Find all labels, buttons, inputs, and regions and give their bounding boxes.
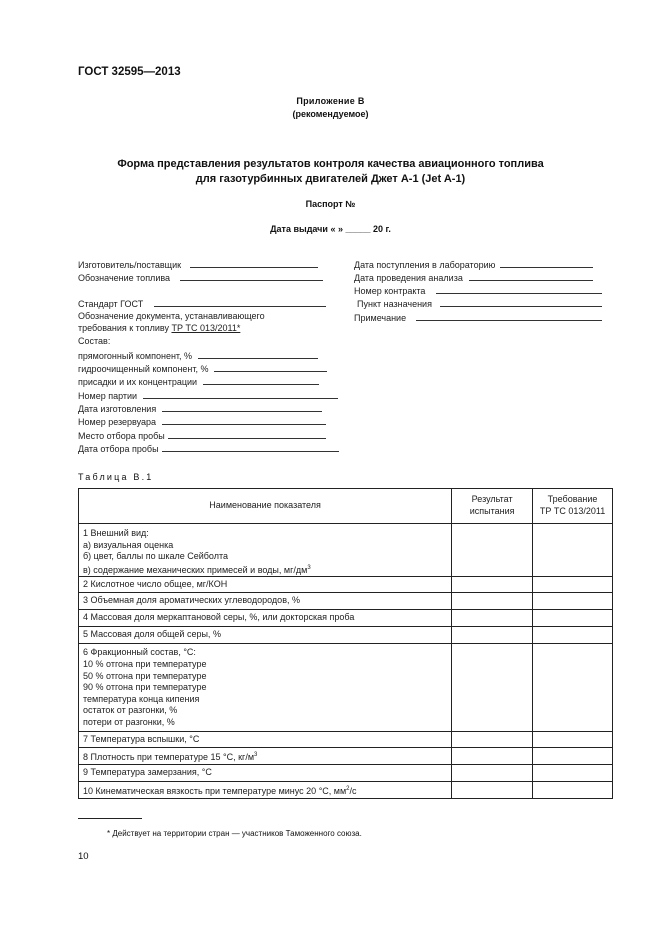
indicator-cell (79, 627, 452, 644)
indicator-line: температура конца кипения (83, 693, 200, 704)
table-row (79, 627, 613, 644)
indicator-line: 4 Массовая доля меркаптановой серы, %, или докторская проба (83, 612, 355, 623)
field-destination[interactable] (357, 297, 602, 309)
field-straight-run[interactable] (78, 349, 318, 361)
field-straight-run-line[interactable] (198, 349, 318, 359)
table-row (79, 764, 613, 781)
field-fuel-designation-label: Обозначение топлива (78, 273, 171, 283)
field-sample-date-label: Дата отбора пробы (78, 444, 159, 454)
field-analysis-date-label: Дата проведения анализа (354, 273, 463, 283)
field-lab-received-label: Дата поступления в лабораторию (354, 260, 496, 270)
field-hydrotreated-label: гидроочищенный компонент, % (78, 364, 209, 374)
field-gost-standard[interactable] (78, 297, 326, 309)
issue-date: Дата выдачи « » _____ 20 г. (270, 224, 391, 234)
requirement-cell[interactable] (533, 732, 613, 748)
field-contract-label: Номер контракта (354, 286, 426, 296)
field-additives-label: присадки и их концентрации (78, 377, 198, 387)
field-gost-standard-label: Стандарт ГОСТ (78, 299, 144, 309)
field-manufacturer-label: Изготовитель/поставщик (78, 260, 182, 270)
indicator-line: 9 Температура замерзания, °С (83, 766, 212, 777)
footnote: * Действует на территории стран — участников Таможенного союза. (107, 829, 362, 838)
result-cell[interactable] (452, 524, 533, 577)
indicator-cell (79, 593, 452, 610)
field-batch-line[interactable] (143, 389, 338, 399)
field-fuel-designation[interactable] (78, 271, 323, 283)
indicator-line: 2 Кислотное число общее, мг/КОН (83, 579, 228, 590)
header-requirement-line2: ТР ТС 013/2011 (539, 506, 606, 516)
indicator-line (83, 563, 447, 577)
indicator-text: 10 Кинематическая вязкость при температуре минус 20 °С, мм (83, 785, 347, 796)
field-batch[interactable] (78, 389, 338, 401)
field-lab-received-line[interactable] (500, 258, 593, 268)
field-gost-standard-line[interactable] (154, 297, 326, 307)
indicator-line (83, 784, 447, 798)
passport-label: Паспорт № (305, 199, 356, 209)
result-cell[interactable] (452, 732, 533, 748)
field-doc-label: требования к топливу (78, 323, 169, 333)
field-lab-received[interactable] (354, 258, 593, 270)
unit-suffix: /с (349, 785, 357, 796)
table-row (79, 577, 613, 593)
field-made-date[interactable] (78, 402, 322, 414)
field-made-date-label: Дата изготовления (78, 404, 157, 414)
requirement-cell[interactable] (533, 781, 613, 798)
indicator-cell (79, 610, 452, 627)
table-row (79, 781, 613, 798)
table-row (79, 593, 613, 610)
indicator-cell (79, 732, 452, 748)
standard-header: ГОСТ 32595—2013 (78, 66, 181, 78)
indicator-line: 3 Объемная доля ароматических углеводородов, % (83, 595, 300, 606)
indicator-line: б) цвет, баллы по шкале Сейболта (83, 551, 229, 562)
table-row (79, 748, 613, 765)
requirement-cell[interactable] (533, 644, 613, 732)
field-analysis-date-line[interactable] (469, 271, 593, 281)
indicator-line: 5 Массовая доля общей серы, % (83, 629, 221, 640)
indicator-line: потери от разгонки, % (83, 716, 175, 727)
field-additives-line[interactable] (203, 375, 319, 385)
requirement-cell[interactable] (533, 577, 613, 593)
indicator-line: 90 % отгона при температуре (83, 682, 207, 693)
form-title-line1: Форма представления результатов контроля качества авиационного топлива (117, 158, 544, 170)
indicator-line: 6 Фракционный состав, °С: (83, 647, 196, 658)
table-caption: Таблица В.1 (78, 472, 154, 482)
indicator-cell (79, 781, 452, 798)
result-cell[interactable] (452, 593, 533, 610)
field-sample-place[interactable] (78, 429, 326, 441)
requirement-cell[interactable] (533, 764, 613, 781)
indicator-line: остаток от разгонки, % (83, 705, 178, 716)
requirement-cell[interactable] (533, 748, 613, 765)
unit-superscript: 3 (254, 752, 258, 759)
footnote-divider (78, 818, 142, 819)
field-tank-label: Номер резервуара (78, 417, 157, 427)
result-cell[interactable] (452, 627, 533, 644)
table-row (79, 610, 613, 627)
table-header-row (79, 489, 613, 524)
indicator-text: 8 Плотность при температуре 15 °С, кг/м (83, 752, 255, 763)
unit-superscript: 3 (307, 564, 311, 571)
field-sample-place-label: Место отбора пробы (78, 431, 165, 441)
field-destination-label: Пункт назначения (357, 299, 432, 309)
field-tank-line[interactable] (162, 415, 326, 425)
header-requirement (533, 489, 613, 524)
header-result-line1: Результат (471, 494, 513, 505)
field-sample-date-line[interactable] (162, 442, 339, 452)
field-doc-line2 (78, 323, 240, 333)
result-cell[interactable] (452, 644, 533, 732)
indicator-cell (79, 577, 452, 593)
result-cell[interactable] (452, 764, 533, 781)
field-straight-run-label: прямогонный компонент, % (78, 351, 193, 361)
appendix-subtitle: (рекомендуемое) (292, 109, 369, 119)
table-body (79, 524, 613, 799)
header-indicator: Наименование показателя (79, 489, 452, 524)
field-note-line[interactable] (416, 311, 602, 321)
indicator-line: 50 % отгона при температуре (83, 670, 207, 681)
header-requirement-line1: Требование (547, 494, 598, 505)
result-cell[interactable] (452, 748, 533, 765)
field-destination-line[interactable] (440, 297, 602, 307)
field-contract-line[interactable] (436, 284, 602, 294)
field-made-date-line[interactable] (162, 402, 322, 412)
requirement-cell[interactable] (533, 524, 613, 577)
unit-superscript: 2 (346, 785, 350, 792)
indicator-text: в) содержание механических примесей и воды, мг/дм (83, 564, 308, 575)
indicator-cell (79, 524, 452, 577)
field-sample-date[interactable] (78, 442, 339, 454)
indicator-cell (79, 644, 452, 732)
requirement-cell[interactable] (533, 593, 613, 610)
requirement-cell[interactable] (533, 610, 613, 627)
tr-ts-reference: ТР ТС 013/2011* (171, 323, 241, 333)
table-row (79, 524, 613, 577)
results-table (78, 488, 613, 799)
indicator-cell (79, 764, 452, 781)
table-row (79, 644, 613, 732)
field-contract[interactable] (354, 284, 602, 296)
header-result-line2: испытания (469, 506, 515, 516)
field-tank[interactable] (78, 415, 326, 427)
result-cell[interactable] (452, 781, 533, 798)
table-row (79, 732, 613, 748)
result-cell[interactable] (452, 577, 533, 593)
indicator-line: 1 Внешний вид: (83, 528, 149, 538)
field-note-label: Примечание (354, 313, 407, 323)
requirement-cell[interactable] (533, 627, 613, 644)
composition-label: Состав: (78, 336, 111, 346)
field-batch-label: Номер партии (78, 391, 138, 401)
field-doc-line1: Обозначение документа, устанавливающего (78, 311, 265, 321)
field-analysis-date[interactable] (354, 271, 593, 283)
result-cell[interactable] (452, 610, 533, 627)
field-note[interactable] (354, 311, 602, 323)
field-hydrotreated[interactable] (78, 362, 327, 374)
indicator-line: а) визуальная оценка (83, 539, 174, 550)
indicator-line (83, 750, 447, 764)
indicator-line: 7 Температура вспышки, °С (83, 734, 200, 745)
field-hydrotreated-line[interactable] (214, 362, 327, 372)
field-manufacturer-line[interactable] (190, 258, 318, 268)
field-manufacturer[interactable] (78, 258, 318, 270)
header-result (452, 489, 533, 524)
indicator-cell (79, 748, 452, 765)
field-sample-place-line[interactable] (168, 429, 326, 439)
indicator-line: 10 % отгона при температуре (83, 658, 207, 669)
page-number: 10 (78, 851, 89, 862)
field-additives[interactable] (78, 375, 319, 387)
appendix-title: Приложение В (296, 96, 365, 106)
field-fuel-designation-line[interactable] (180, 271, 323, 281)
form-title-line2: для газотурбинных двигателей Джет А-1 (Jet A-1) (195, 173, 466, 185)
